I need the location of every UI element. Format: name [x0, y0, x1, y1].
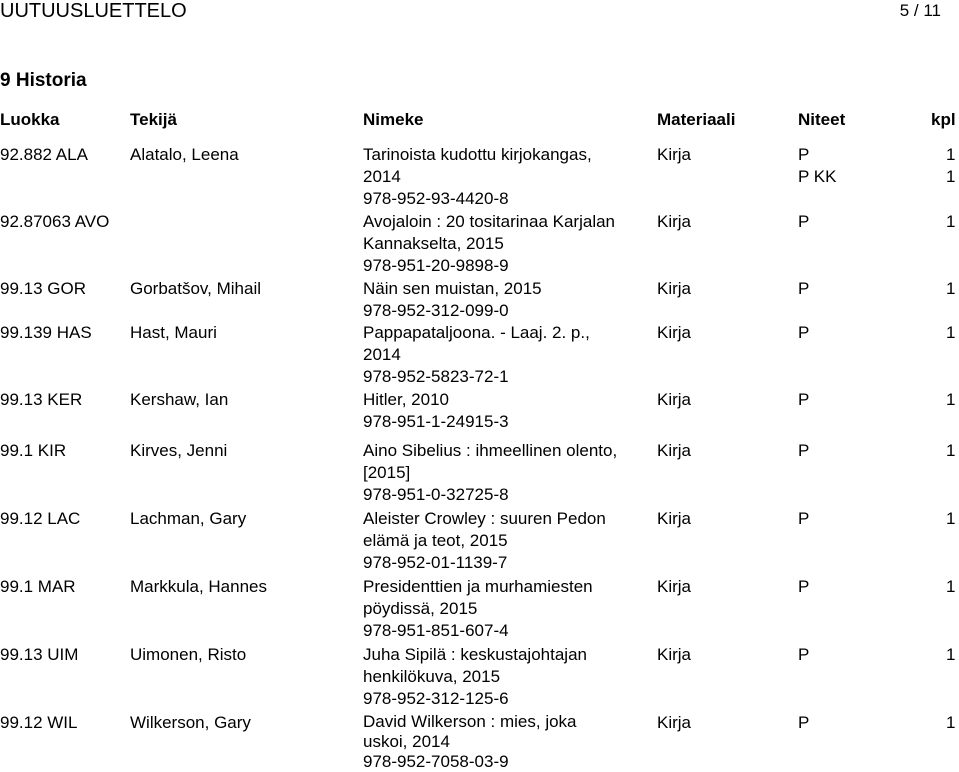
nimeke-line: 978-952-01-1139-7 [363, 553, 508, 572]
niteet-cell [798, 278, 809, 300]
column-header-kpl: kpl [931, 110, 956, 129]
niteet-line: P [798, 279, 810, 298]
tekija-cell: Markkula, Hannes [130, 577, 268, 596]
niteet-line: P KK [798, 167, 837, 186]
nimeke-line: pöydissä, 2015 [363, 599, 478, 618]
kpl-line: 1 [946, 390, 956, 409]
luokka-cell: 99.139 HAS [0, 323, 92, 342]
column-header-niteet: Niteet [798, 110, 846, 129]
nimeke-line: 978-951-20-9898-9 [363, 256, 509, 275]
nimeke-line: 978-951-0-32725-8 [363, 485, 509, 504]
nimeke-cell [363, 644, 587, 710]
page-title: UUTUUSLUETTELO [0, 0, 187, 22]
kpl-line: 1 [946, 323, 956, 342]
tekija-cell: Gorbatšov, Mihail [130, 279, 262, 298]
column-header-materiaali: Materiaali [657, 110, 736, 129]
nimeke-line: 978-951-851-607-4 [363, 621, 509, 640]
luokka-cell: 99.13 UIM [0, 645, 79, 664]
tekija-cell: Kershaw, Ian [130, 390, 229, 409]
luokka-cell: 92.87063 AVO [0, 212, 110, 231]
kpl-cell [946, 576, 955, 598]
nimeke-cell [363, 144, 592, 210]
column-header-nimeke: Nimeke [363, 110, 424, 129]
column-header-tekija: Tekijä [130, 110, 177, 129]
nimeke-line: henkilökuva, 2015 [363, 667, 501, 686]
nimeke-line: Aleister Crowley : suuren Pedon [363, 509, 606, 528]
nimeke-line: Aino Sibelius : ihmeellinen olento, [363, 441, 618, 460]
nimeke-line: 978-952-312-125-6 [363, 689, 509, 708]
nimeke-line: [2015] [363, 463, 411, 482]
tekija-cell: Wilkerson, Gary [130, 713, 251, 732]
nimeke-line: Tarinoista kudottu kirjokangas, [363, 145, 592, 164]
nimeke-line: 978-952-7058-03-9 [363, 752, 509, 771]
kpl-cell [946, 712, 955, 734]
nimeke-line: 978-952-5823-72-1 [363, 367, 509, 386]
nimeke-line: 978-951-1-24915-3 [363, 412, 509, 431]
niteet-cell [798, 144, 836, 188]
tekija-cell: Lachman, Gary [130, 509, 247, 528]
nimeke-line: Presidenttien ja murhamiesten [363, 577, 593, 596]
tekija-cell: Alatalo, Leena [130, 145, 239, 164]
section-title: 9 Historia [0, 70, 87, 91]
kpl-cell [946, 278, 955, 300]
materiaali-cell: Kirja [657, 509, 692, 528]
kpl-cell [946, 644, 955, 666]
nimeke-line: Kannakselta, 2015 [363, 234, 504, 253]
kpl-cell [946, 322, 955, 344]
materiaali-cell: Kirja [657, 390, 692, 409]
niteet-cell [798, 389, 809, 411]
kpl-line: 1 [946, 577, 956, 596]
nimeke-cell [363, 712, 577, 772]
kpl-line: 1 [946, 713, 956, 732]
materiaali-cell: Kirja [657, 212, 692, 231]
kpl-line: 1 [946, 279, 956, 298]
kpl-cell [946, 144, 955, 188]
materiaali-cell: Kirja [657, 645, 692, 664]
niteet-line: P [798, 323, 810, 342]
kpl-line: 1 [946, 167, 956, 186]
materiaali-cell: Kirja [657, 323, 692, 342]
materiaali-cell: Kirja [657, 713, 692, 732]
kpl-line: 1 [946, 212, 956, 231]
materiaali-cell: Kirja [657, 441, 692, 460]
niteet-line: P [798, 577, 810, 596]
kpl-line: 1 [946, 509, 956, 528]
kpl-line: 1 [946, 441, 956, 460]
kpl-cell [946, 508, 955, 530]
nimeke-cell [363, 576, 593, 642]
nimeke-line: Juha Sipilä : keskustajohtajan [363, 645, 587, 664]
luokka-cell: 99.13 GOR [0, 279, 86, 298]
niteet-line: P [798, 713, 810, 732]
niteet-line: P [798, 509, 810, 528]
nimeke-cell [363, 389, 509, 433]
niteet-line: P [798, 145, 810, 164]
niteet-line: P [798, 645, 810, 664]
column-header-luokka: Luokka [0, 110, 60, 129]
page-number: 5 / 11 [899, 1, 941, 20]
kpl-cell [946, 211, 955, 233]
tekija-cell: Uimonen, Risto [130, 645, 247, 664]
nimeke-line: Hitler, 2010 [363, 390, 449, 409]
nimeke-line: 978-952-93-4420-8 [363, 189, 509, 208]
nimeke-cell [363, 508, 606, 574]
nimeke-cell [363, 440, 617, 506]
niteet-cell [798, 712, 809, 734]
niteet-cell [798, 576, 809, 598]
nimeke-cell [363, 278, 542, 322]
tekija-cell: Hast, Mauri [130, 323, 217, 342]
nimeke-line: 2014 [363, 345, 401, 364]
materiaali-cell: Kirja [657, 279, 692, 298]
niteet-line: P [798, 212, 810, 231]
niteet-cell [798, 322, 809, 344]
niteet-cell [798, 211, 809, 233]
kpl-cell [946, 389, 955, 411]
luokka-cell: 99.13 KER [0, 390, 83, 409]
niteet-cell [798, 644, 809, 666]
niteet-line: P [798, 390, 810, 409]
luokka-cell: 92.882 ALA [0, 145, 88, 164]
materiaali-cell: Kirja [657, 577, 692, 596]
nimeke-line: Avojaloin : 20 tositarinaa Karjalan [363, 212, 616, 231]
kpl-line: 1 [946, 645, 956, 664]
kpl-line: 1 [946, 145, 956, 164]
nimeke-line: Pappapataljoona. - Laaj. 2. p., [363, 323, 590, 342]
luokka-cell: 99.12 WIL [0, 713, 78, 732]
niteet-line: P [798, 441, 810, 460]
nimeke-line: elämä ja teot, 2015 [363, 531, 508, 550]
nimeke-cell [363, 322, 590, 388]
niteet-cell [798, 440, 809, 462]
nimeke-line: David Wilkerson : mies, joka [363, 712, 577, 731]
nimeke-line: 978-952-312-099-0 [363, 301, 509, 320]
luokka-cell: 99.1 KIR [0, 441, 67, 460]
nimeke-cell [363, 211, 615, 277]
nimeke-line: uskoi, 2014 [363, 732, 450, 751]
niteet-cell [798, 508, 809, 530]
luokka-cell: 99.12 LAC [0, 509, 81, 528]
nimeke-line: 2014 [363, 167, 401, 186]
luokka-cell: 99.1 MAR [0, 577, 76, 596]
kpl-cell [946, 440, 955, 462]
nimeke-line: Näin sen muistan, 2015 [363, 279, 542, 298]
tekija-cell: Kirves, Jenni [130, 441, 228, 460]
materiaali-cell: Kirja [657, 145, 692, 164]
